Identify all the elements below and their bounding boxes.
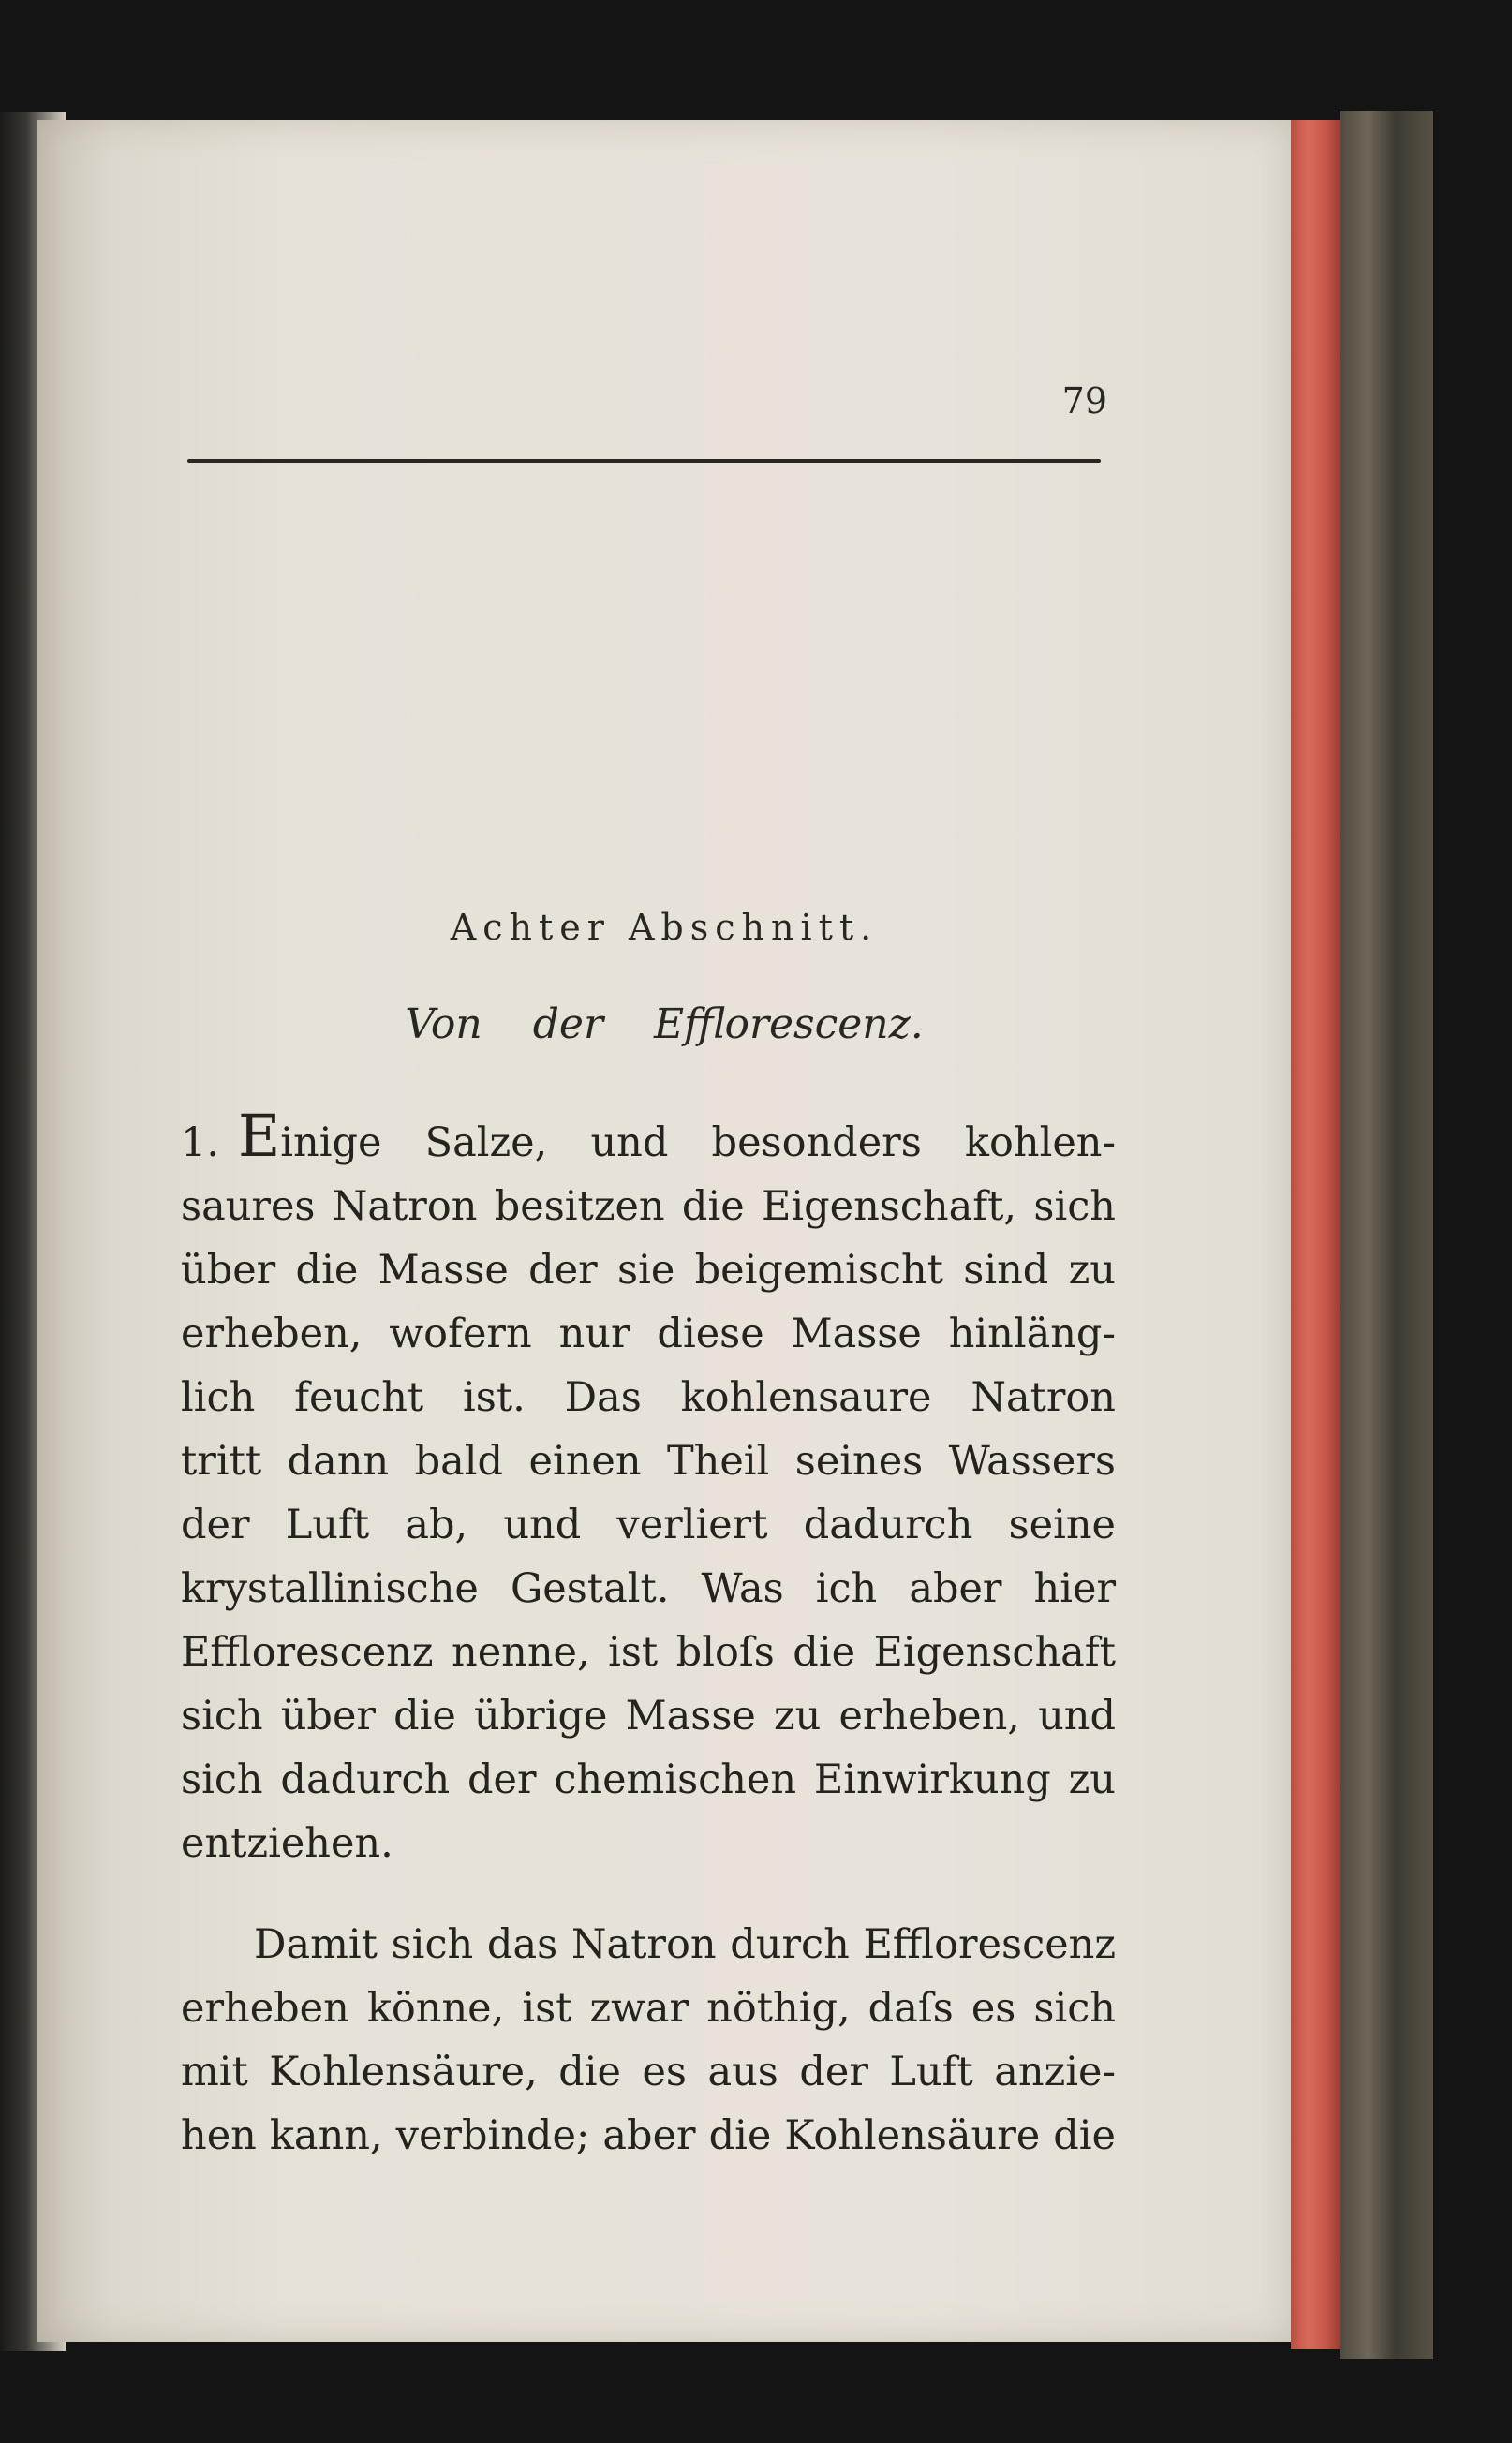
text-line: über die Masse der sie beigemischt sind zu bbox=[181, 1247, 1116, 1294]
red-page-edges bbox=[1291, 120, 1340, 2349]
text-line: erheben könne, ist zwar nöthig, daſs es sich bbox=[181, 1985, 1116, 2032]
text-line: Damit sich das Natron durch Efflorescenz bbox=[254, 1921, 1116, 1968]
page-number: 79 bbox=[1061, 380, 1107, 422]
text-line: mit Kohlensäure, die es aus der Luft anzie- bbox=[181, 2049, 1116, 2095]
text-line: sich über die übrige Masse zu erheben, und bbox=[181, 1693, 1116, 1740]
chapter-heading: Achter Abschnitt. bbox=[450, 907, 879, 948]
paragraph-number: 1. bbox=[181, 1119, 220, 1166]
section-title: Von der Efflorescenz. bbox=[405, 1000, 924, 1048]
book-page bbox=[37, 120, 1291, 2342]
text-line: entziehen. bbox=[181, 1820, 393, 1867]
paragraph-2 bbox=[181, 1913, 1116, 2168]
text-line: hen kann, verbinde; aber die Kohlensäure die bbox=[181, 2112, 1116, 2159]
drop-cap: E bbox=[238, 1102, 281, 1170]
paragraph-1 bbox=[181, 1102, 1116, 1875]
text-line: krystallinische Gestalt. Was ich aber hier bbox=[181, 1565, 1116, 1612]
text-line: der Luft ab, und verliert dadurch seine bbox=[181, 1502, 1116, 1548]
header-rule bbox=[187, 459, 1101, 463]
text-line: lich feucht ist. Das kohlensaure Natron bbox=[181, 1374, 1116, 1421]
text-line: tritt dann bald einen Theil seines Wassers bbox=[181, 1438, 1116, 1485]
text-line bbox=[181, 1102, 1116, 1175]
paragraph-gap bbox=[181, 1875, 1116, 1913]
book-cover-edge bbox=[1340, 111, 1433, 2359]
text-line: sich dadurch der chemischen Einwirkung zu bbox=[181, 1756, 1116, 1803]
text-line: saures Natron besitzen die Eigenschaft, sich bbox=[181, 1183, 1116, 1230]
body-text bbox=[181, 1102, 1116, 2168]
text-line: Efflorescenz nenne, ist bloſs die Eigenschaft bbox=[181, 1629, 1116, 1676]
text-line: erheben, wofern nur diese Masse hinläng- bbox=[181, 1310, 1116, 1357]
line-text: inige Salze, und besonders kohlen- bbox=[280, 1119, 1116, 1166]
